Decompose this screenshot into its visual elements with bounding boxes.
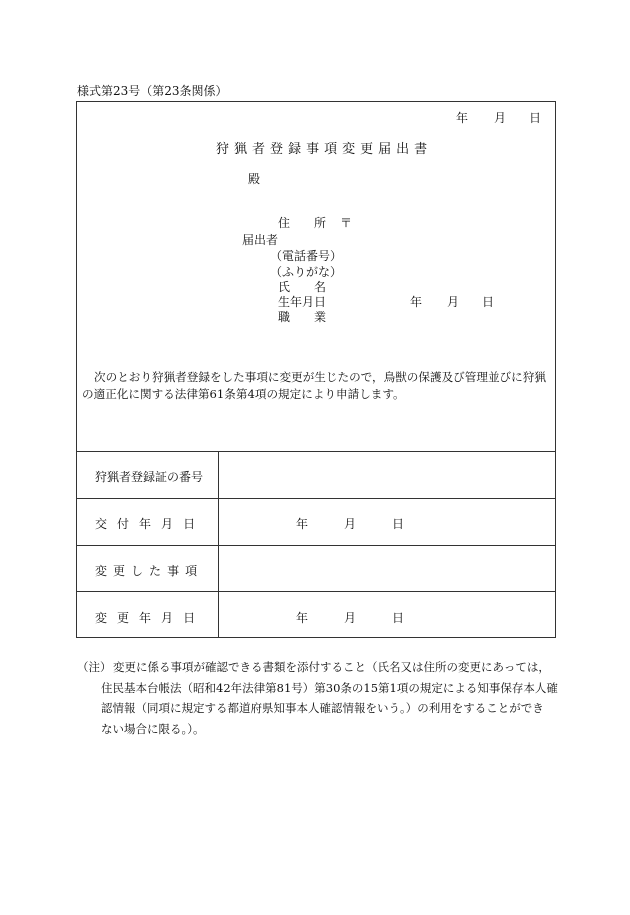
row-label-char: 日 <box>183 517 196 531</box>
note-line-3: 認情報（同項に規定する都道府県知事本人確認情報をいう。）の利用をすることができ <box>101 701 544 715</box>
row-label-char: 月 <box>161 611 174 625</box>
form-title <box>216 138 427 157</box>
header-month: 月 <box>494 111 507 125</box>
phone-label: （電話番号） <box>270 249 343 263</box>
change-date-year: 年 <box>296 611 309 625</box>
row-label-char: 月 <box>161 517 174 531</box>
table-top-line <box>76 451 556 452</box>
note-line-4: ない場合に限る。）。 <box>101 722 205 736</box>
row-label-char: た <box>149 564 162 578</box>
birth-year: 年 <box>410 295 423 309</box>
row-label-char: 項 <box>185 564 198 578</box>
issue-date-year: 年 <box>296 517 309 531</box>
birthdate-label: 生年月日 <box>278 295 327 309</box>
row-label-char: 更 <box>113 564 126 578</box>
note-line-1: 変更に係る事項が確認できる書類を添付すること（氏名又は住所の変更にあっては， <box>113 660 550 674</box>
body-text-line-1: 次のとおり狩猟者登録をした事項に変更が生じたので，鳥獣の保護及び管理並びに狩猟 <box>94 370 546 384</box>
row-label-char: 交 <box>95 517 108 531</box>
title-char: 出 <box>396 142 410 157</box>
name-label: 氏 名 <box>278 280 327 294</box>
title-char: 猟 <box>234 142 248 157</box>
row-label-char: 年 <box>139 517 152 531</box>
title-char: 事 <box>306 142 320 157</box>
row-label-char: 年 <box>139 611 152 625</box>
address-label: 住 所 <box>278 216 327 230</box>
furigana-label: （ふりがな） <box>270 265 343 279</box>
title-char: 更 <box>360 142 374 157</box>
issue-date-month: 月 <box>344 517 357 531</box>
row-label-changed-item <box>95 562 197 579</box>
header-day: 日 <box>529 111 542 125</box>
form-number: 様式第23号（第23条関係） <box>77 84 228 98</box>
table-row-divider <box>76 545 556 546</box>
row-label-license-number: 狩猟者登録証の番号 <box>95 470 204 484</box>
title-char: 書 <box>414 142 428 157</box>
note-line-2: 住民基本台帳法（昭和42年法律第81号）第30条の15第1項の規定による知事保存本人確 <box>101 681 558 695</box>
row-label-char: 事 <box>167 564 180 578</box>
issue-date-day: 日 <box>392 517 405 531</box>
title-char: 届 <box>378 142 392 157</box>
table-column-divider <box>218 451 219 638</box>
row-label-char: 変 <box>95 611 108 625</box>
row-label-char: 付 <box>117 517 130 531</box>
postal-mark: 〒 <box>340 216 353 230</box>
birth-day: 日 <box>482 295 495 309</box>
title-char: 狩 <box>216 142 230 157</box>
row-label-char: 更 <box>117 611 130 625</box>
row-label-char: 変 <box>95 564 108 578</box>
submitter-label: 届出者 <box>242 233 279 247</box>
row-label-issue-date <box>95 515 195 532</box>
occupation-label: 職 業 <box>278 310 327 324</box>
title-char: 登 <box>270 142 284 157</box>
change-date-month: 月 <box>344 611 357 625</box>
header-year: 年 <box>456 111 469 125</box>
title-char: 録 <box>288 142 302 157</box>
title-char: 項 <box>324 142 338 157</box>
row-label-change-date <box>95 609 195 626</box>
change-date-day: 日 <box>392 611 405 625</box>
title-char: 変 <box>342 142 356 157</box>
table-row-divider <box>76 498 556 499</box>
row-label-char: 日 <box>183 611 196 625</box>
body-text-line-2: の適正化に関する法律第61条第4項の規定により申請します。 <box>82 387 405 401</box>
table-row-divider <box>76 591 556 592</box>
addressee-suffix: 殿 <box>248 172 261 186</box>
birth-month: 月 <box>447 295 460 309</box>
title-char: 者 <box>252 142 266 157</box>
row-label-char: し <box>131 564 144 578</box>
note-marker: （注） <box>77 660 112 674</box>
